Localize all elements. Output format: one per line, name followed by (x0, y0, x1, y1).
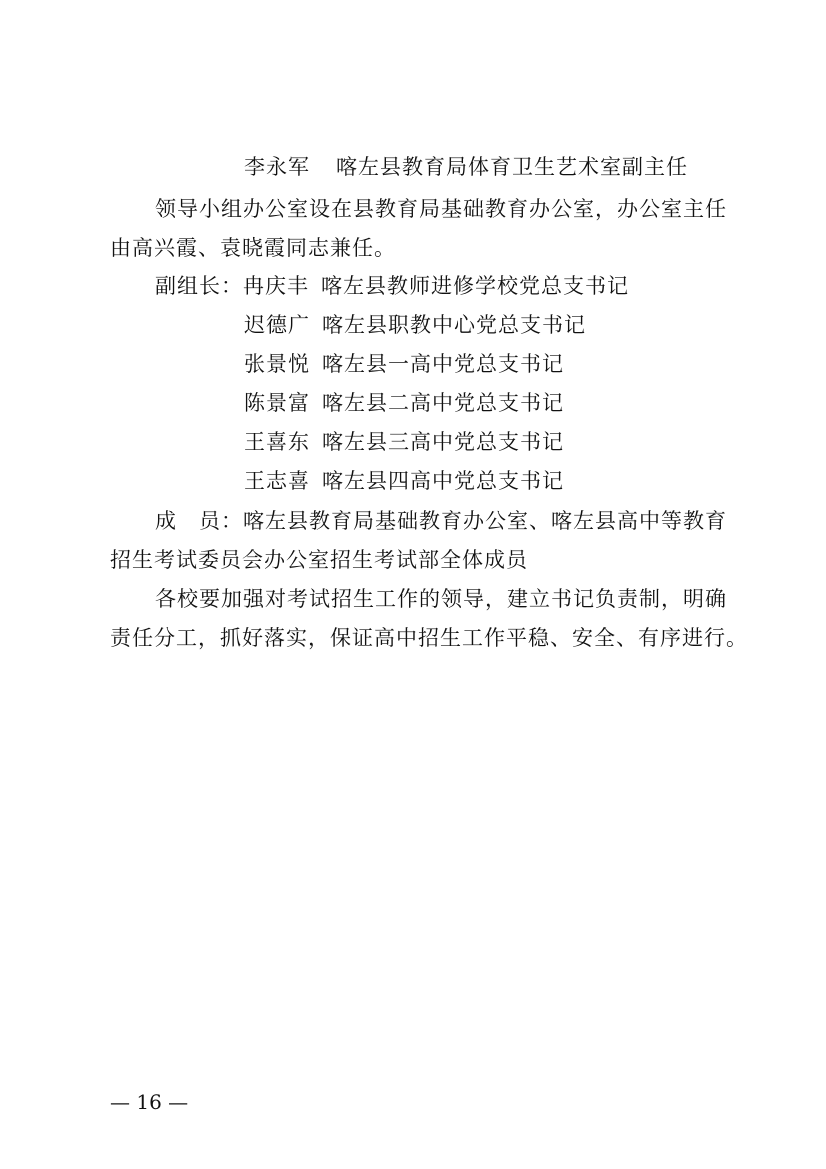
members-paragraph-line-1 (155, 507, 775, 535)
member-role: 喀左县二高中党总支书记 (322, 391, 564, 415)
members-text: 喀左县教育局基础教育办公室、喀左县高中等教育 (243, 509, 727, 533)
member-role: 喀左县教育局体育卫生艺术室副主任 (336, 155, 688, 179)
member-role: 喀左县一高中党总支书记 (322, 352, 564, 376)
member-name: 陈景富 (244, 391, 310, 415)
office-paragraph-line-1: 领导小组办公室设在县教育局基础教育办公室，办公室主任 (155, 197, 727, 221)
member-name: 冉庆丰 (243, 274, 309, 298)
member-name: 李永军 (244, 155, 310, 179)
deputy-member-line (244, 467, 826, 495)
member-role: 喀左县四高中党总支书记 (322, 469, 564, 493)
deputy-line-1 (155, 272, 775, 300)
deputy-member-line (244, 311, 826, 339)
closing-paragraph-line-1: 各校要加强对考试招生工作的领导，建立书记负责制，明确 (155, 587, 727, 611)
page-number: — 16 — (110, 1090, 189, 1114)
closing-paragraph-line-2: 责任分工，抓好落实，保证高中招生工作平稳、安全、有序进行。 (110, 626, 748, 650)
member-role: 喀左县三高中党总支书记 (322, 430, 564, 454)
deputy-member-line (244, 389, 826, 417)
members-label: 成 员： (155, 509, 243, 533)
member-role: 喀左县职教中心党总支书记 (322, 313, 586, 337)
deputy-member-line (244, 428, 826, 456)
member-role: 喀左县教师进修学校党总支书记 (321, 274, 629, 298)
member-name: 张景悦 (244, 352, 310, 376)
deputy-member-line (244, 350, 826, 378)
office-paragraph-line-2: 由高兴霞、袁晓霞同志兼任。 (110, 236, 396, 260)
members-paragraph-line-2: 招生考试委员会办公室招生考试部全体成员 (110, 548, 528, 572)
member-name: 王喜东 (244, 430, 310, 454)
member-name: 迟德广 (244, 313, 310, 337)
member-name: 王志喜 (244, 469, 310, 493)
top-member-line (244, 153, 826, 181)
deputy-label: 副组长： (155, 274, 243, 298)
